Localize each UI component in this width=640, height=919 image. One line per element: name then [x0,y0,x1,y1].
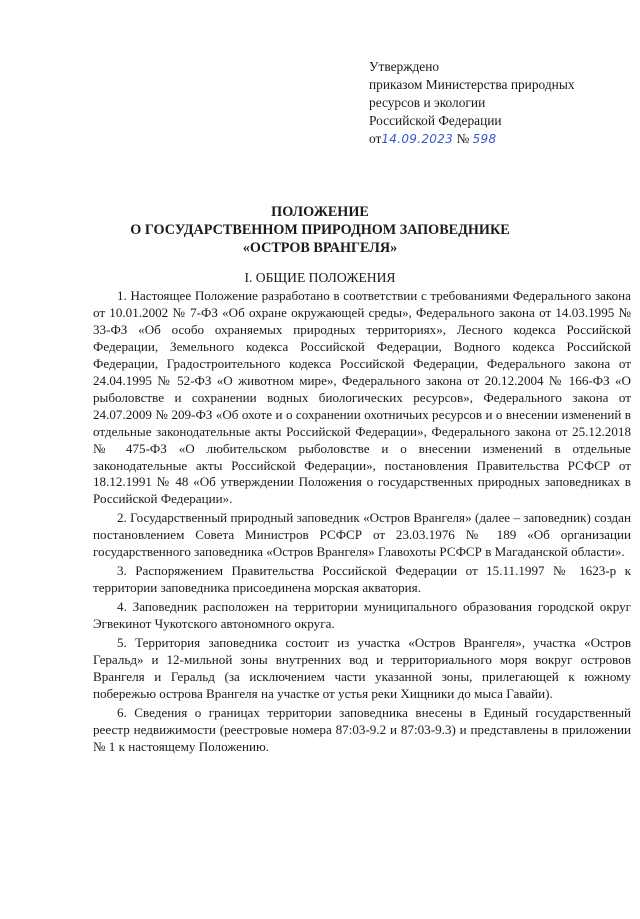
title-line: ПОЛОЖЕНИЕ [271,204,369,220]
paragraph: 3. Распоряжением Правительства Российской Федерации от 15.11.1997 № 1623-р к территории заповедника присоединена морская акватория. [93,563,631,596]
section-heading: I. ОБЩИЕ ПОЛОЖЕНИЯ [244,270,396,285]
paragraph: 1. Настоящее Положение разработано в соответствии с требованиями Федерального закона от 10.01.2002 № 7-ФЗ «Об охране окружающей среды», Федерального закона от 14.03.1995 № 33-ФЗ «Об особо охраняемых природных территориях», Лесного кодекса Российской Федерации, Земельного кодекса Российской Федерации, Водного кодекса Российской Федерации, Градостроительного кодекса Российской Федерации, Федерального закона от 24.04.1995 № 52-ФЗ «О животном мире», Федерального закона от 20.12.2004 № 166-ФЗ «О рыболовстве и сохранении водных биологических ресурсов», Федерального закона от 24.07.2009 № 209-ФЗ «Об охоте и о сохранении охотничьих ресурсов и о внесении изменений в отдельные законодательные акты Российской Федерации», Федерального закона от 25.12.2018 № 475-ФЗ «О любительском рыболовстве и о внесении изменений в отдельные законодательные акты Российской Федерации», постановления Правительства РСФСР от 18.12.1991 № 48 «Об утверждении Положения о государственных природных заповедниках в Российской Федерации». [93,288,631,507]
title-line: «ОСТРОВ ВРАНГЕЛЯ» [242,240,398,256]
title-line: О ГОСУДАРСТВЕННОМ ПРИРОДНОМ ЗАПОВЕДНИКЕ [130,222,510,238]
handwritten-date: 14.09.2023 [381,132,454,146]
number-prefix: № [456,131,470,146]
handwritten-number: 598 [472,132,497,146]
approval-date-line [369,130,629,148]
paragraph: 6. Сведения о границах территории заповедника внесены в Единый государственный реестр недвижимости (реестровые номера 87:03-9.2 и 87:03-9.3) и представлены в приложении № 1 к настоящему Положению. [93,704,631,754]
date-prefix: от [369,131,382,146]
approval-line: Утверждено [369,59,440,74]
document-body [93,288,631,756]
paragraph: 5. Территория заповедника состоит из участка «Остров Врангеля», участка «Остров Геральд» и 12-мильной зоны внутренних вод и территориального моря вокруг островов Врангеля и Геральд (за исключением части указанной зоны, прилегающей к южному побережью острова Врангеля на участке от устья реки Хищники до мыса Гавайи). [93,635,631,701]
approval-line: приказом Министерства природных [369,77,575,92]
approval-block [369,58,629,148]
approval-line: Российской Федерации [369,113,502,128]
approval-line: ресурсов и экологии [369,95,486,110]
paragraph: 2. Государственный природный заповедник «Остров Врангеля» (далее – заповедник) создан постановлением Совета Министров РСФСР от 23.03.1976 № 189 «Об организации государственного заповедника «Остров Врангеля» Главохоты РСФСР в Магаданской области». [93,510,631,560]
paragraph: 4. Заповедник расположен на территории муниципального образования городской округ Эгвекинот Чукотского автономного округа. [93,599,631,632]
document-title [0,203,640,257]
